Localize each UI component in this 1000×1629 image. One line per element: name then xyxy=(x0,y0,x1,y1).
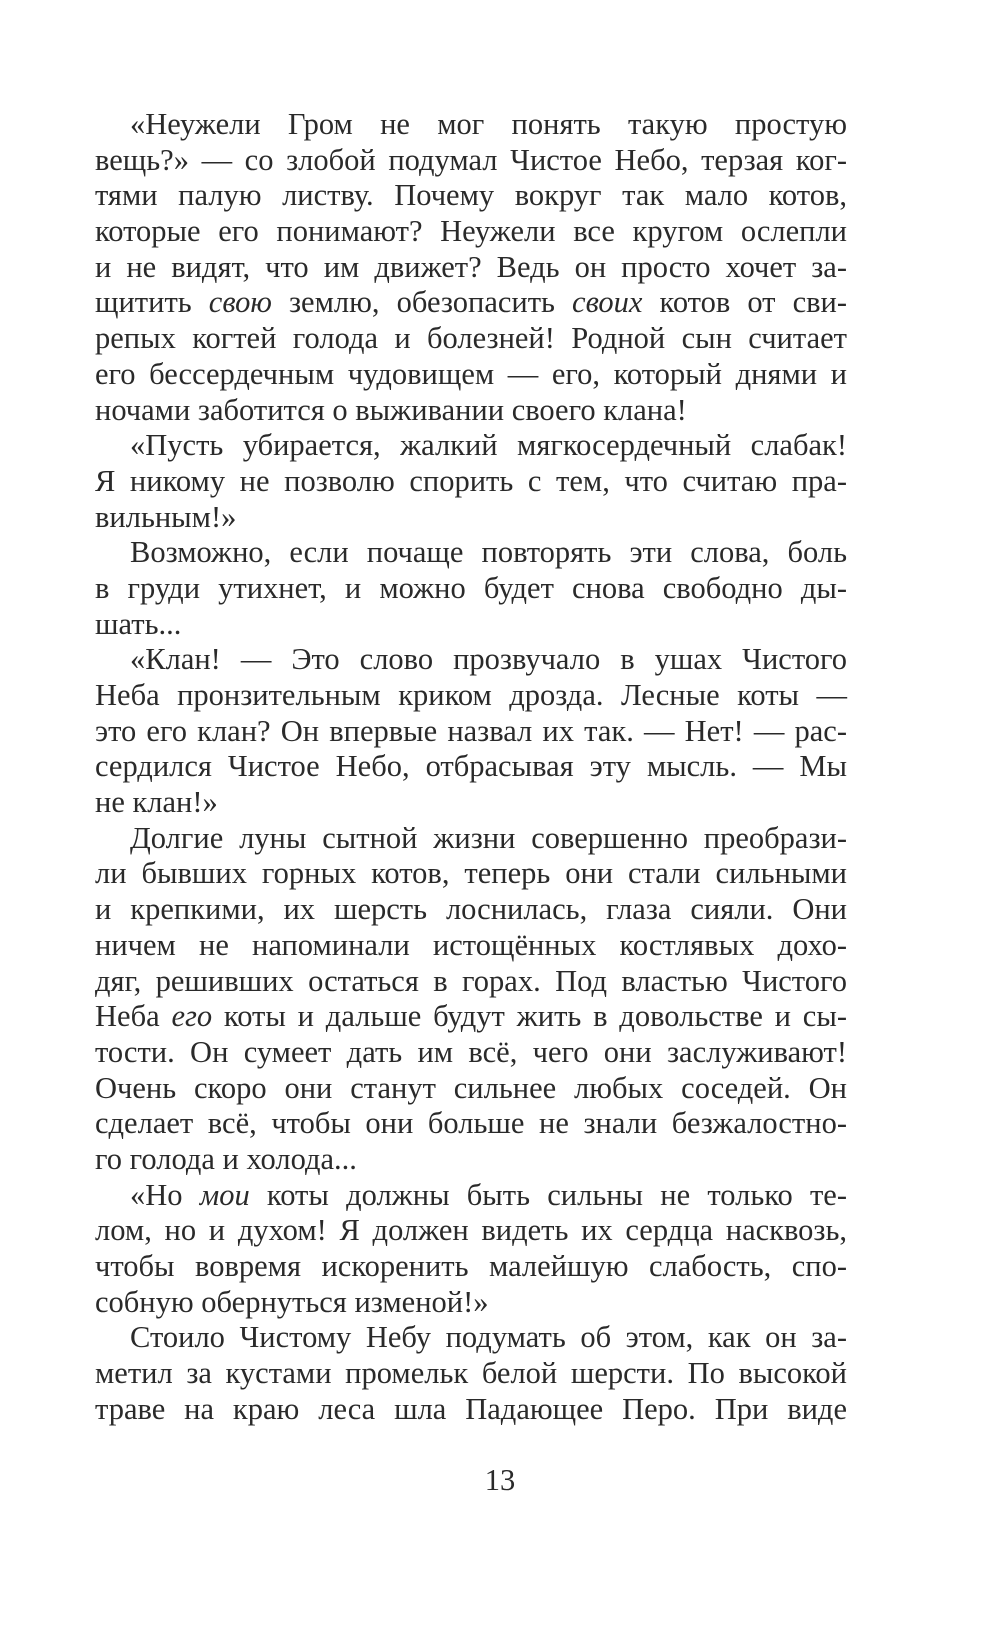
text-line: сделает всё, чтобы они больше не знали безжалостно- xyxy=(95,1106,847,1141)
paragraph xyxy=(95,428,847,535)
text-line: Я никому не позволю спорить с тем, что считаю пра- xyxy=(95,463,847,498)
text-line: репых когтей голода и болезней! Родной сын считает xyxy=(95,321,847,356)
text-line: это его клан? Он впервые назвал их так. — Нет! — рас- xyxy=(95,713,847,748)
text-line: ночами заботится о выживании своего клана! xyxy=(95,392,687,427)
paragraph xyxy=(95,1178,847,1321)
text-line: тости. Он сумеет дать им всё, чего они заслуживают! xyxy=(95,1034,847,1069)
text-line: Неба его коты и дальше будут жить в довольстве и сы- xyxy=(95,999,847,1034)
text-line: «Клан! — Это слово прозвучало в ушах Чистого xyxy=(130,642,847,677)
text-line: в груди утихнет, и можно будет снова свободно ды- xyxy=(95,570,847,605)
text-line: дяг, решивших остаться в горах. Под властью Чистого xyxy=(95,963,847,998)
text-line: шать... xyxy=(95,606,182,641)
text-line: Неба пронзительным криком дрозда. Лесные коты — xyxy=(95,678,847,712)
text-line: «Пусть убирается, жалкий мягкосердечный слабак! xyxy=(130,428,847,463)
text-line: Очень скоро они станут сильнее любых соседей. Он xyxy=(95,1070,847,1105)
text-line: метил за кустами промельк белой шерсти. По высокой xyxy=(95,1356,847,1391)
text-line: которые его понимают? Неужели все кругом ослепли xyxy=(95,214,847,249)
paragraph xyxy=(95,107,847,428)
text-line: не клан!» xyxy=(95,785,218,820)
paragraph xyxy=(95,821,847,1178)
text-line: «Неужели Гром не мог понять такую простую xyxy=(130,107,847,141)
text-line: ли бывших горных котов, теперь они стали сильными xyxy=(95,856,847,891)
text-line: щитить свою землю, обезопасить своих котов от сви- xyxy=(95,285,847,320)
text-line: ничем не напоминали истощённых костлявых дохо- xyxy=(95,927,847,962)
text-line: и не видят, что им движет? Ведь он просто хочет за- xyxy=(95,249,847,284)
paragraph xyxy=(95,535,847,642)
page-number: 13 xyxy=(484,1463,516,1497)
text-line: «Но мои коты должны быть сильны не только те- xyxy=(130,1177,847,1212)
text-line: вильным!» xyxy=(95,499,237,534)
text-line: его бессердечным чудовищем — его, который днями и xyxy=(95,356,847,391)
text-line: и крепкими, их шерсть лоснилась, глаза сияли. Они xyxy=(95,892,847,927)
text-line: го голода и холода... xyxy=(95,1141,357,1176)
main-text xyxy=(95,107,847,1427)
text-line: сердился Чистое Небо, отбрасывая эту мысль. — Мы xyxy=(95,749,847,784)
paragraph xyxy=(95,642,847,820)
text-line: траве на краю леса шла Падающее Перо. При виде xyxy=(95,1391,847,1426)
text-line: лом, но и духом! Я должен видеть их сердца насквозь, xyxy=(95,1213,847,1248)
text-line: чтобы вовремя искоренить малейшую слабость, спо- xyxy=(95,1249,847,1283)
text-line: вещь?» — со злобой подумал Чистое Небо, терзая ког- xyxy=(95,142,847,177)
text-line: Стоило Чистому Небу подумать об этом, как он за- xyxy=(130,1320,847,1355)
text-line: собную обернуться изменой!» xyxy=(95,1284,489,1319)
text-line: Долгие луны сытной жизни совершенно преобрази- xyxy=(130,820,847,855)
text-line: тями палую листву. Почему вокруг так мало котов, xyxy=(95,178,847,213)
text-line: Возможно, если почаще повторять эти слова, боль xyxy=(130,535,847,570)
paragraph xyxy=(95,1320,847,1427)
